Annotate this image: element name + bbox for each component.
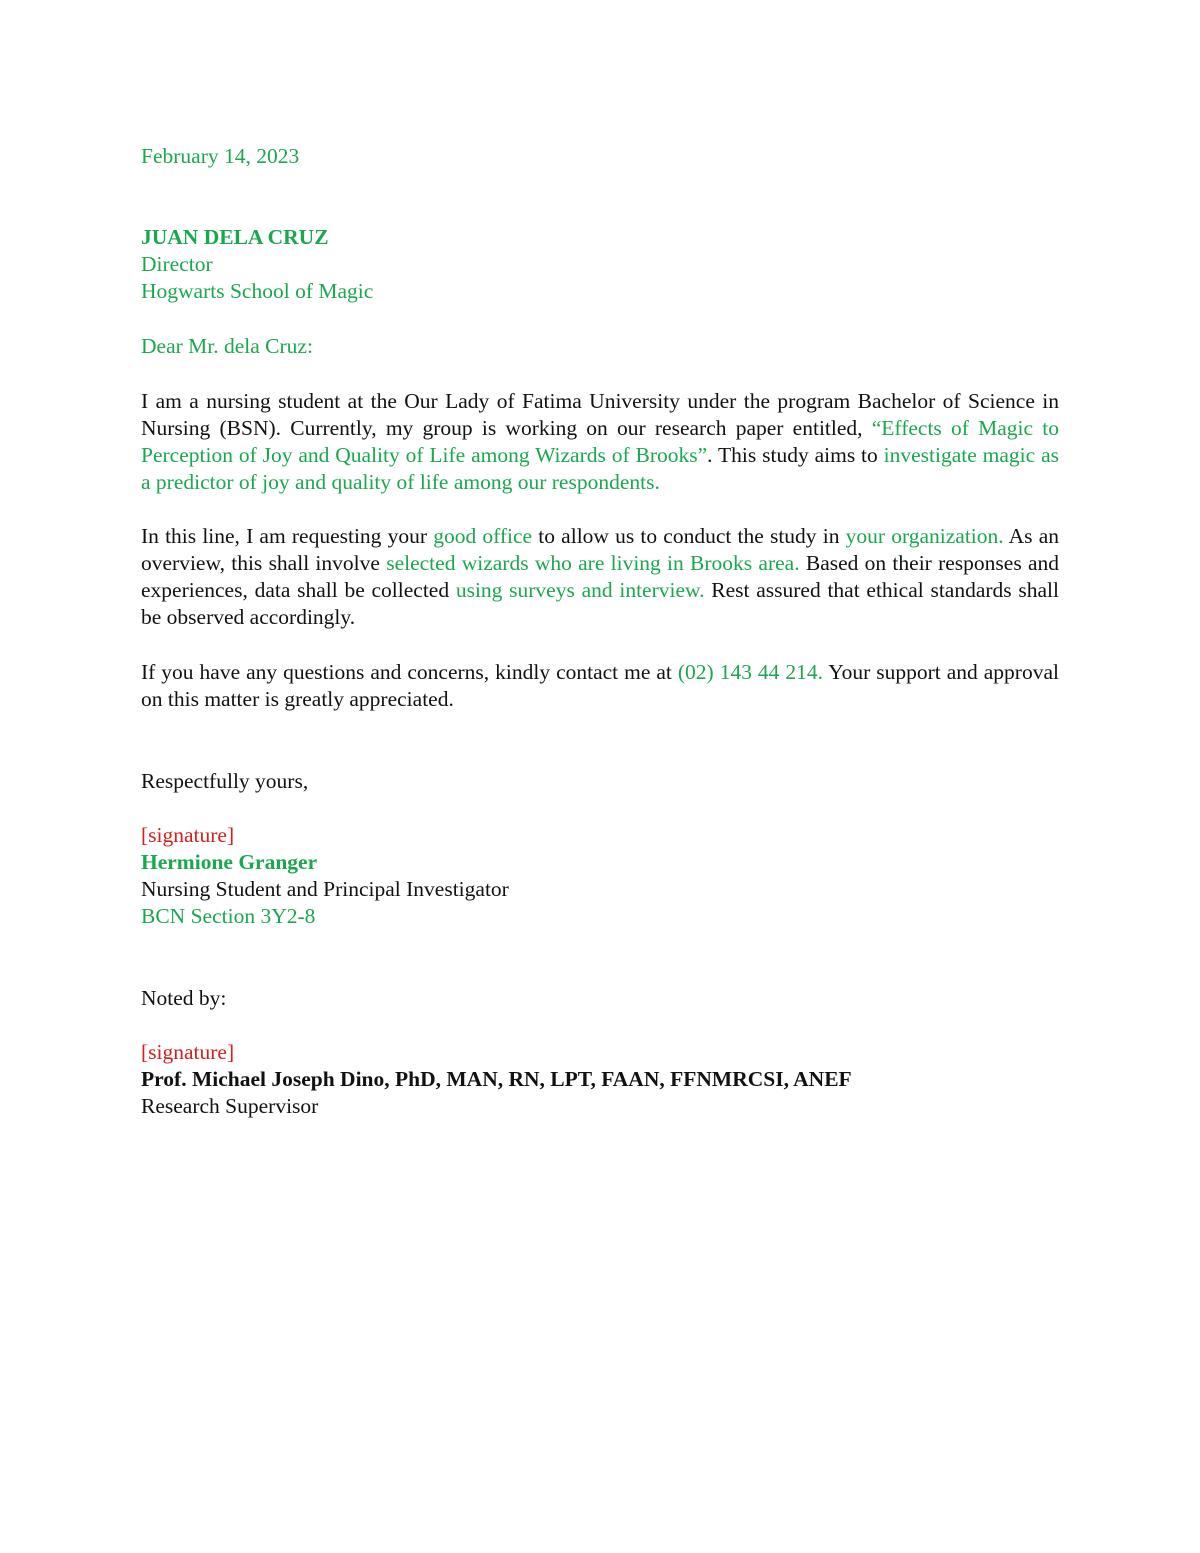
sender-name: Hermione Granger — [141, 850, 318, 874]
p3-text-2: Your support and approval on this matter is greatly appreciated. — [141, 660, 1059, 711]
salutation: Dear Mr. dela Cruz: — [141, 334, 313, 358]
p1-text-1: I am a nursing student at the Our Lady of Fatima University under the program Bachelor of Science in Nursing (BSN). Currently, my group is working on our research paper entitled, — [141, 389, 1059, 440]
body-paragraph-2 — [141, 523, 1059, 631]
supervisor-role: Research Supervisor — [141, 1094, 319, 1118]
supervisor-name: Prof. Michael Joseph Dino, PhD, MAN, RN, LPT, FAAN, FFNMRCSI, ANEF — [141, 1067, 852, 1091]
sender-section: BCN Section 3Y2-8 — [141, 904, 316, 928]
sender-role: Nursing Student and Principal Investigator — [141, 877, 509, 901]
recipient-name: JUAN DELA CRUZ — [141, 225, 329, 249]
research-title: “Effects of Magic to Perception of Joy and Quality of Life among Wizards of Brooks” — [141, 416, 1059, 467]
noted-by-label: Noted by: — [141, 986, 227, 1010]
closing: Respectfully yours, — [141, 769, 309, 793]
p2-text-2: to allow us to conduct the study in — [532, 524, 846, 548]
contact-number: (02) 143 44 214. — [677, 660, 824, 684]
p1-text-2: . This study aims to — [707, 443, 884, 467]
supervisor-signature-placeholder: [signature] — [141, 1040, 235, 1064]
sender-signature-placeholder: [signature] — [141, 823, 235, 847]
p2-highlight-4: using surveys and interview. — [455, 578, 705, 602]
recipient-organization: Hogwarts School of Magic — [141, 279, 374, 303]
p2-text-5: Rest assured that ethical standards shall be observed accordingly. — [141, 578, 1059, 629]
letter-date: February 14, 2023 — [141, 144, 300, 168]
p2-text-3: As an overview, this shall involve — [141, 524, 1059, 575]
p3-text-1: If you have any questions and concerns, kindly contact me at — [141, 660, 678, 684]
body-paragraph-3 — [141, 659, 1059, 713]
study-aim: investigate magic as a predictor of joy and quality of life among our respondents. — [141, 443, 1059, 494]
p2-text-1: In this line, I am requesting your — [141, 524, 434, 548]
body-paragraph-1 — [141, 388, 1059, 496]
p2-text-4: Based on their responses and experiences, data shall be collected — [141, 551, 1059, 602]
recipient-title: Director — [141, 252, 213, 276]
p2-highlight-2: your organization. — [845, 524, 1004, 548]
p2-highlight-3: selected wizards who are living in Brooks area. — [386, 551, 800, 575]
p2-highlight-1: good office — [433, 524, 533, 548]
